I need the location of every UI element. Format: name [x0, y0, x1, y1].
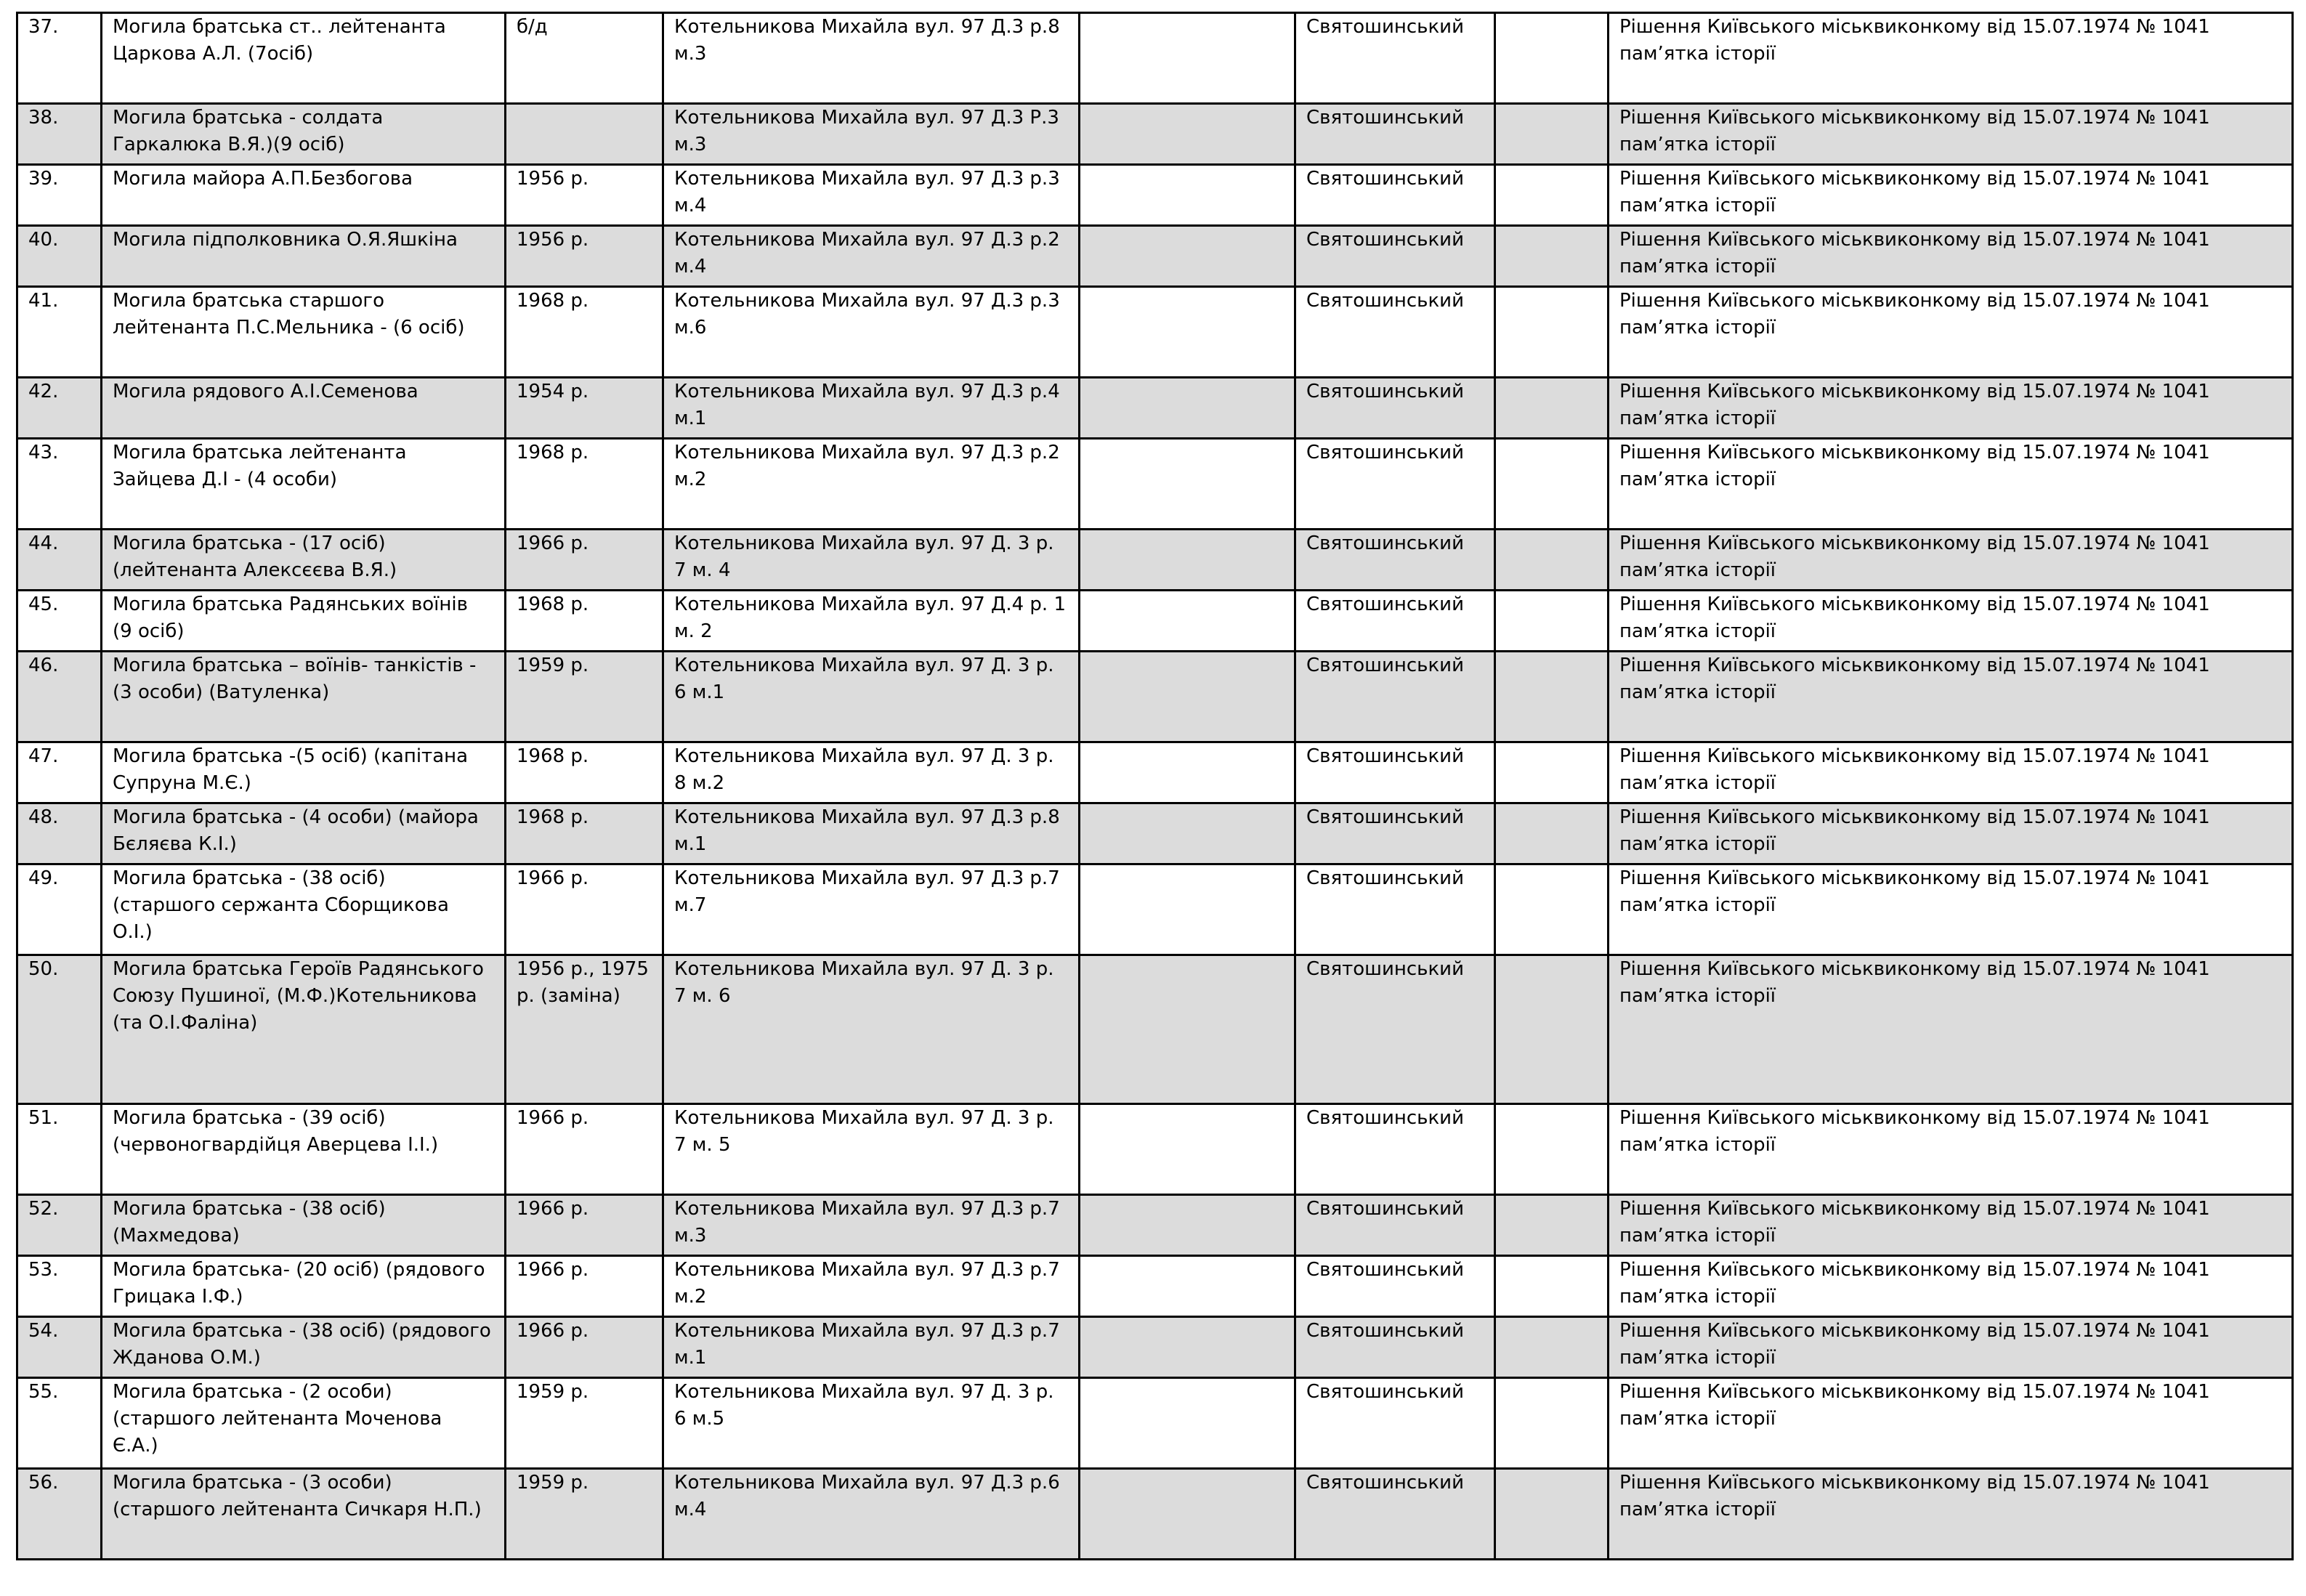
decision-cell: Рішення Київського міськвиконкому від 15.07.1974 № 1041 пам’ятка історії — [1609, 439, 2293, 530]
decision-cell: Рішення Київського міськвиконкому від 15.07.1974 № 1041 пам’ятка історії — [1609, 104, 2293, 165]
decision-cell: Рішення Київського міськвиконкому від 15.07.1974 № 1041 пам’ятка історії — [1609, 1317, 2293, 1378]
address-cell: Котельникова Михайла вул. 97 Д.3 р.2 м.2 — [663, 439, 1080, 530]
address-cell: Котельникова Михайла вул. 97 Д. 3 р. 7 м. 5 — [663, 1104, 1080, 1195]
row-number-cell: 39. — [17, 165, 102, 226]
row-number-cell: 41. — [17, 287, 102, 378]
table-row — [17, 104, 2293, 165]
monument-name-cell: Могила братська лейтенанта Зайцева Д.І - (4 особи) — [102, 439, 506, 530]
table-row — [17, 439, 2293, 530]
row-number-cell: 45. — [17, 591, 102, 652]
address-cell: Котельникова Михайла вул. 97 Д.3 р.6 м.4 — [663, 1469, 1080, 1560]
decision-cell: Рішення Київського міськвиконкому від 15.07.1974 № 1041 пам’ятка історії — [1609, 1256, 2293, 1317]
row-number-cell: 40. — [17, 226, 102, 287]
table-row — [17, 864, 2293, 955]
monument-name-cell: Могила майора А.П.Безбогова — [102, 165, 506, 226]
empty-cell — [1495, 1378, 1609, 1469]
empty-cell — [1495, 1104, 1609, 1195]
row-number-cell: 37. — [17, 13, 102, 104]
empty-cell — [1495, 955, 1609, 1104]
district-cell: Святошинський — [1295, 1317, 1495, 1378]
decision-cell: Рішення Київського міськвиконкому від 15.07.1974 № 1041 пам’ятка історії — [1609, 652, 2293, 742]
decision-cell: Рішення Київського міськвиконкому від 15.07.1974 № 1041 пам’ятка історії — [1609, 530, 2293, 591]
empty-cell — [1495, 742, 1609, 803]
decision-cell: Рішення Київського міськвиконкому від 15.07.1974 № 1041 пам’ятка історії — [1609, 165, 2293, 226]
monuments-table — [16, 12, 2294, 1560]
district-cell: Святошинський — [1295, 439, 1495, 530]
table-row — [17, 378, 2293, 439]
address-cell: Котельникова Михайла вул. 97 Д.3 р.3 м.6 — [663, 287, 1080, 378]
empty-cell — [1495, 803, 1609, 864]
row-number-cell: 43. — [17, 439, 102, 530]
monument-name-cell: Могила братська - (17 осіб) (лейтенанта Алексєєва В.Я.) — [102, 530, 506, 591]
empty-cell — [1495, 652, 1609, 742]
table-row — [17, 1317, 2293, 1378]
empty-cell — [1495, 1469, 1609, 1560]
district-cell: Святошинський — [1295, 955, 1495, 1104]
district-cell: Святошинський — [1295, 226, 1495, 287]
year-cell: 1968 р. — [506, 439, 663, 530]
empty-cell — [1495, 1256, 1609, 1317]
row-number-cell: 55. — [17, 1378, 102, 1469]
empty-cell — [1080, 104, 1295, 165]
empty-cell — [1080, 165, 1295, 226]
district-cell: Святошинський — [1295, 1256, 1495, 1317]
address-cell: Котельникова Михайла вул. 97 Д.3 р.7 м.2 — [663, 1256, 1080, 1317]
empty-cell — [1080, 1378, 1295, 1469]
monument-name-cell: Могила рядового А.І.Семенова — [102, 378, 506, 439]
empty-cell — [1080, 13, 1295, 104]
empty-cell — [1080, 864, 1295, 955]
year-cell: 1968 р. — [506, 803, 663, 864]
year-cell: 1968 р. — [506, 287, 663, 378]
empty-cell — [1080, 1195, 1295, 1256]
row-number-cell: 46. — [17, 652, 102, 742]
address-cell: Котельникова Михайла вул. 97 Д. 3 р. 7 м. 4 — [663, 530, 1080, 591]
decision-cell: Рішення Київського міськвиконкому від 15.07.1974 № 1041 пам’ятка історії — [1609, 1378, 2293, 1469]
address-cell: Котельникова Михайла вул. 97 Д.4 р. 1 м. 2 — [663, 591, 1080, 652]
empty-cell — [1080, 1256, 1295, 1317]
monument-name-cell: Могила братська - (3 особи) (старшого лейтенанта Сичкаря Н.П.) — [102, 1469, 506, 1560]
year-cell: 1966 р. — [506, 1317, 663, 1378]
empty-cell — [1495, 165, 1609, 226]
year-cell: 1956 р. — [506, 165, 663, 226]
table-row — [17, 287, 2293, 378]
year-cell: 1966 р. — [506, 864, 663, 955]
empty-cell — [1080, 287, 1295, 378]
monument-name-cell: Могила братська - (39 осіб) (червоногвардійця Аверцева І.І.) — [102, 1104, 506, 1195]
decision-cell: Рішення Київського міськвиконкому від 15.07.1974 № 1041 пам’ятка історії — [1609, 287, 2293, 378]
address-cell: Котельникова Михайла вул. 97 Д.3 р.7 м.7 — [663, 864, 1080, 955]
district-cell: Святошинський — [1295, 165, 1495, 226]
row-number-cell: 44. — [17, 530, 102, 591]
district-cell: Святошинський — [1295, 591, 1495, 652]
empty-cell — [1080, 955, 1295, 1104]
year-cell: 1954 р. — [506, 378, 663, 439]
table-row — [17, 1195, 2293, 1256]
table-row — [17, 742, 2293, 803]
district-cell: Святошинський — [1295, 864, 1495, 955]
monument-name-cell: Могила братська - (2 особи) (старшого лейтенанта Моченова Є.А.) — [102, 1378, 506, 1469]
empty-cell — [1080, 439, 1295, 530]
table-row — [17, 165, 2293, 226]
monument-name-cell: Могила братська Радянських воїнів (9 осіб) — [102, 591, 506, 652]
decision-cell: Рішення Київського міськвиконкому від 15.07.1974 № 1041 пам’ятка історії — [1609, 1104, 2293, 1195]
monument-name-cell: Могила братська -(5 осіб) (капітана Супруна М.Є.) — [102, 742, 506, 803]
empty-cell — [1080, 803, 1295, 864]
monument-name-cell: Могила братська - (38 осіб) (рядового Жданова О.М.) — [102, 1317, 506, 1378]
table-row — [17, 1256, 2293, 1317]
row-number-cell: 50. — [17, 955, 102, 1104]
address-cell: Котельникова Михайла вул. 97 Д.3 р.8 м.3 — [663, 13, 1080, 104]
row-number-cell: 56. — [17, 1469, 102, 1560]
year-cell — [506, 104, 663, 165]
empty-cell — [1080, 378, 1295, 439]
table-row — [17, 955, 2293, 1104]
empty-cell — [1495, 104, 1609, 165]
table-row — [17, 591, 2293, 652]
decision-cell: Рішення Київського міськвиконкому від 15.07.1974 № 1041 пам’ятка історії — [1609, 1195, 2293, 1256]
table-row — [17, 803, 2293, 864]
empty-cell — [1080, 1469, 1295, 1560]
year-cell: 1966 р. — [506, 1256, 663, 1317]
district-cell: Святошинський — [1295, 13, 1495, 104]
table-body — [17, 13, 2293, 1560]
address-cell: Котельникова Михайла вул. 97 Д.3 р.7 м.3 — [663, 1195, 1080, 1256]
monument-name-cell: Могила братська ст.. лейтенанта Царкова А.Л. (7осіб) — [102, 13, 506, 104]
table-row — [17, 1378, 2293, 1469]
monument-name-cell: Могила братська - (4 особи) (майора Бєляєва К.І.) — [102, 803, 506, 864]
address-cell: Котельникова Михайла вул. 97 Д.3 р.8 м.1 — [663, 803, 1080, 864]
district-cell: Святошинський — [1295, 530, 1495, 591]
year-cell: 1956 р., 1975 р. (заміна) — [506, 955, 663, 1104]
empty-cell — [1495, 13, 1609, 104]
decision-cell: Рішення Київського міськвиконкому від 15.07.1974 № 1041 пам’ятка історії — [1609, 591, 2293, 652]
year-cell: 1968 р. — [506, 742, 663, 803]
address-cell: Котельникова Михайла вул. 97 Д. 3 р. 6 м.1 — [663, 652, 1080, 742]
address-cell: Котельникова Михайла вул. 97 Д. 3 р. 6 м.5 — [663, 1378, 1080, 1469]
decision-cell: Рішення Київського міськвиконкому від 15.07.1974 № 1041 пам’ятка історії — [1609, 803, 2293, 864]
year-cell: 1959 р. — [506, 652, 663, 742]
address-cell: Котельникова Михайла вул. 97 Д.3 Р.3 м.3 — [663, 104, 1080, 165]
empty-cell — [1495, 287, 1609, 378]
row-number-cell: 52. — [17, 1195, 102, 1256]
year-cell: 1966 р. — [506, 1195, 663, 1256]
district-cell: Святошинський — [1295, 104, 1495, 165]
monument-name-cell: Могила братська - (38 осіб) (старшого сержанта Сборщикова О.І.) — [102, 864, 506, 955]
empty-cell — [1495, 864, 1609, 955]
address-cell: Котельникова Михайла вул. 97 Д. 3 р. 8 м.2 — [663, 742, 1080, 803]
monument-name-cell: Могила братська старшого лейтенанта П.С.Мельника - (6 осіб) — [102, 287, 506, 378]
row-number-cell: 42. — [17, 378, 102, 439]
address-cell: Котельникова Михайла вул. 97 Д.3 р.2 м.4 — [663, 226, 1080, 287]
decision-cell: Рішення Київського міськвиконкому від 15.07.1974 № 1041 пам’ятка історії — [1609, 378, 2293, 439]
empty-cell — [1495, 591, 1609, 652]
empty-cell — [1495, 530, 1609, 591]
table-row — [17, 652, 2293, 742]
monument-name-cell: Могила братська- (20 осіб) (рядового Грицака І.Ф.) — [102, 1256, 506, 1317]
district-cell: Святошинський — [1295, 1104, 1495, 1195]
row-number-cell: 48. — [17, 803, 102, 864]
district-cell: Святошинський — [1295, 378, 1495, 439]
year-cell: 1959 р. — [506, 1378, 663, 1469]
decision-cell: Рішення Київського міськвиконкому від 15.07.1974 № 1041 пам’ятка історії — [1609, 13, 2293, 104]
monument-name-cell: Могила братська – воїнів- танкістів - (3 особи) (Ватуленка) — [102, 652, 506, 742]
year-cell: б/д — [506, 13, 663, 104]
district-cell: Святошинський — [1295, 287, 1495, 378]
district-cell: Святошинський — [1295, 1195, 1495, 1256]
empty-cell — [1080, 530, 1295, 591]
empty-cell — [1080, 1317, 1295, 1378]
table-row — [17, 13, 2293, 104]
year-cell: 1966 р. — [506, 1104, 663, 1195]
district-cell: Святошинський — [1295, 1469, 1495, 1560]
address-cell: Котельникова Михайла вул. 97 Д.3 р.3 м.4 — [663, 165, 1080, 226]
year-cell: 1959 р. — [506, 1469, 663, 1560]
decision-cell: Рішення Київського міськвиконкому від 15.07.1974 № 1041 пам’ятка історії — [1609, 1469, 2293, 1560]
row-number-cell: 38. — [17, 104, 102, 165]
monument-name-cell: Могила братська - солдата Гаркалюка В.Я.)(9 осіб) — [102, 104, 506, 165]
monument-name-cell: Могила братська Героїв Радянського Союзу Пушиної, (М.Ф.)Котельникова (та О.І.Фаліна) — [102, 955, 506, 1104]
address-cell: Котельникова Михайла вул. 97 Д.3 р.4 м.1 — [663, 378, 1080, 439]
table-row — [17, 1104, 2293, 1195]
empty-cell — [1080, 591, 1295, 652]
address-cell: Котельникова Михайла вул. 97 Д.3 р.7 м.1 — [663, 1317, 1080, 1378]
empty-cell — [1080, 652, 1295, 742]
decision-cell: Рішення Київського міськвиконкому від 15.07.1974 № 1041 пам’ятка історії — [1609, 226, 2293, 287]
decision-cell: Рішення Київського міськвиконкому від 15.07.1974 № 1041 пам’ятка історії — [1609, 742, 2293, 803]
decision-cell: Рішення Київського міськвиконкому від 15.07.1974 № 1041 пам’ятка історії — [1609, 955, 2293, 1104]
row-number-cell: 54. — [17, 1317, 102, 1378]
year-cell: 1966 р. — [506, 530, 663, 591]
empty-cell — [1080, 742, 1295, 803]
table-row — [17, 530, 2293, 591]
empty-cell — [1080, 226, 1295, 287]
empty-cell — [1080, 1104, 1295, 1195]
district-cell: Святошинський — [1295, 1378, 1495, 1469]
address-cell: Котельникова Михайла вул. 97 Д. 3 р. 7 м. 6 — [663, 955, 1080, 1104]
year-cell: 1956 р. — [506, 226, 663, 287]
table-row — [17, 1469, 2293, 1560]
row-number-cell: 49. — [17, 864, 102, 955]
district-cell: Святошинський — [1295, 652, 1495, 742]
row-number-cell: 53. — [17, 1256, 102, 1317]
empty-cell — [1495, 439, 1609, 530]
row-number-cell: 47. — [17, 742, 102, 803]
empty-cell — [1495, 1317, 1609, 1378]
monument-name-cell: Могила підполковника О.Я.Яшкіна — [102, 226, 506, 287]
empty-cell — [1495, 1195, 1609, 1256]
empty-cell — [1495, 226, 1609, 287]
monument-name-cell: Могила братська - (38 осіб) (Махмедова) — [102, 1195, 506, 1256]
year-cell: 1968 р. — [506, 591, 663, 652]
empty-cell — [1495, 378, 1609, 439]
row-number-cell: 51. — [17, 1104, 102, 1195]
district-cell: Святошинський — [1295, 803, 1495, 864]
district-cell: Святошинський — [1295, 742, 1495, 803]
table-row — [17, 226, 2293, 287]
decision-cell: Рішення Київського міськвиконкому від 15.07.1974 № 1041 пам’ятка історії — [1609, 864, 2293, 955]
